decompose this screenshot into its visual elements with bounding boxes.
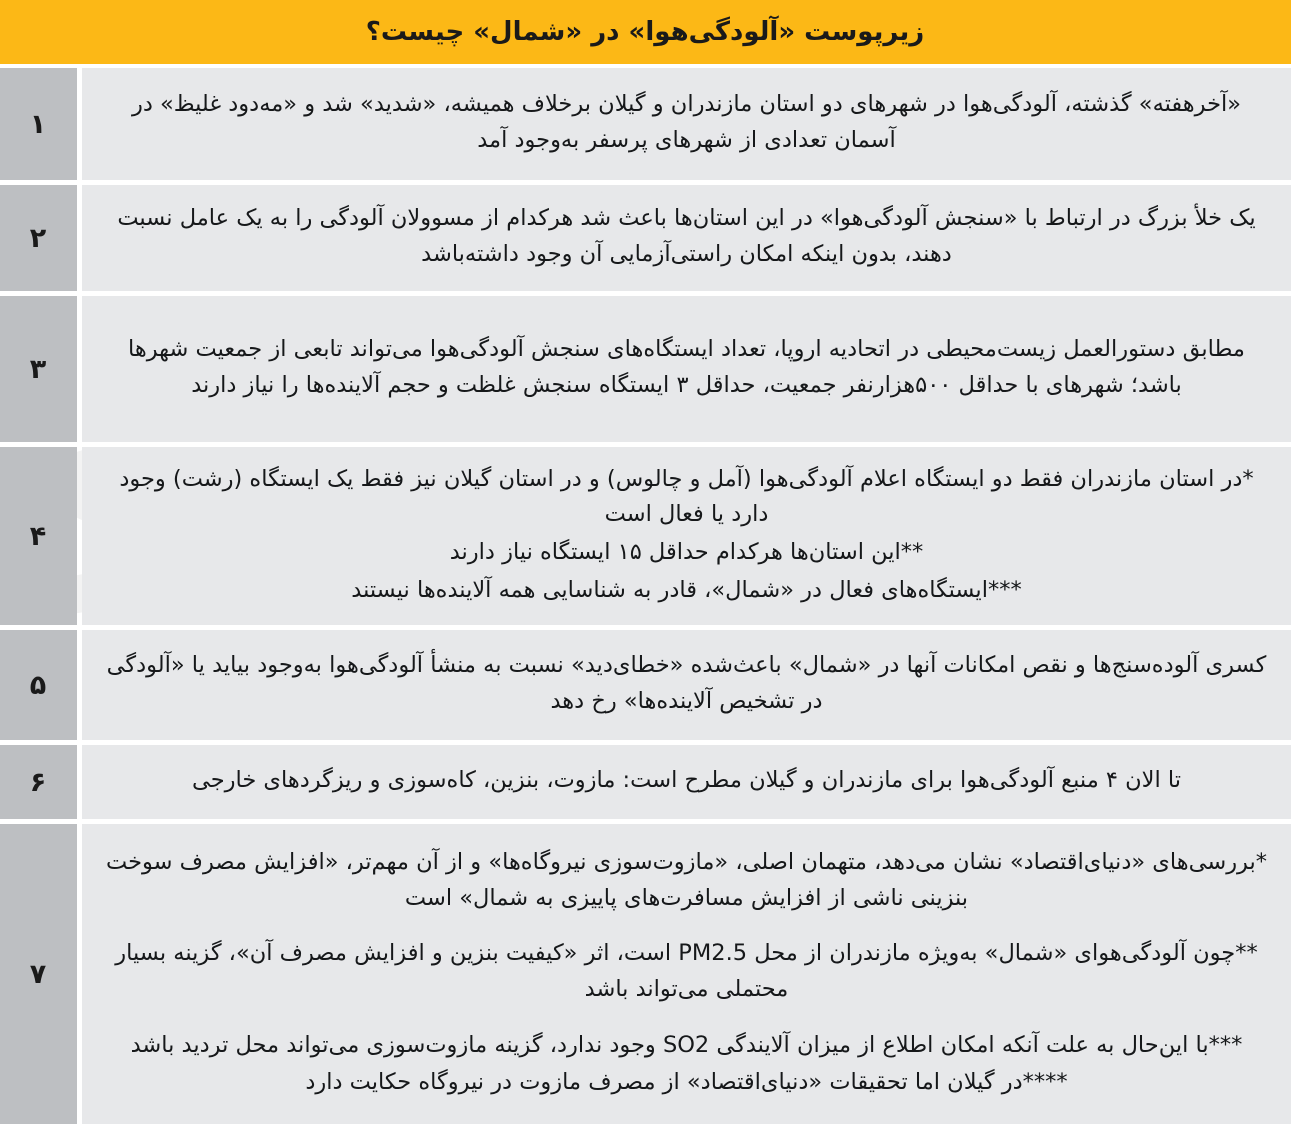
row-number: ۶ bbox=[30, 766, 48, 798]
row-paragraph: *بررسی‌های «دنیای‌اقتصاد» نشان می‌دهد، متهمان اصلی، «مازوت‌سوزی نیروگاه‌ها» و از آن مهم‌تر، «افزایش مصرف سوخت بنزینی ناشی از افزایش مسافرت‌های پاییزی به شمال» است bbox=[107, 849, 1268, 911]
row-paragraph: ***ایستگاه‌های فعال در «شمال»، قادر به شناسایی همه آلاینده‌ها نیستند bbox=[352, 576, 1023, 603]
row-number-cell bbox=[0, 824, 78, 1124]
table-row bbox=[0, 447, 1292, 630]
row-number: ۱ bbox=[30, 108, 48, 140]
row-content bbox=[83, 745, 1292, 819]
table-row bbox=[0, 630, 1292, 745]
row-number-cell bbox=[0, 185, 78, 291]
row-number: ۷ bbox=[30, 958, 48, 990]
row-number-cell bbox=[0, 68, 78, 180]
row-number: ۲ bbox=[30, 222, 48, 254]
row-number: ۳ bbox=[30, 353, 48, 385]
row-paragraph: *در استان مازندران فقط دو ایستگاه اعلام آلودگی‌هوا (آمل و چالوس) و در استان گیلان نیز فقط یک ایستگاه (رشت) وجود دارد یا فعال است bbox=[120, 465, 1255, 528]
row-paragraph: «آخرهفته» گذشته، آلودگی‌هوا در شهرهای دو استان مازندران و گیلان برخلاف همیشه، «شدید» شد و «مه‌دود غلیظ» در آسمان تعدادی از شهرهای پرسفر به‌وجود آمد bbox=[132, 91, 1243, 153]
table-row bbox=[0, 745, 1292, 824]
row-paragraph: یک خلأ بزرگ در ارتباط با «سنجش آلودگی‌هوا» در این استان‌ها باعث شد هرکدام از مسوولان آلودگی را به یک عامل نسبت دهند، بدون اینکه امکان راستی‌آزمایی آن وجود داشته‌باشد bbox=[118, 205, 1257, 267]
row-content bbox=[83, 630, 1292, 740]
row-content bbox=[83, 824, 1292, 1124]
row-paragraph: ****در گیلان اما تحقیقات «دنیای‌اقتصاد» از مصرف مازوت در نیروگاه حکایت دارد bbox=[306, 1069, 1069, 1096]
row-paragraph: کسری آلوده‌سنج‌ها و نقص امکانات آنها در «شمال» باعث‌شده «خطای‌دید» نسبت به منشأ آلودگی‌هوا به‌وجود بیاید یا «آلودگی در تشخیص آلاینده‌ها» رخ دهد bbox=[107, 652, 1268, 714]
table-row bbox=[0, 68, 1292, 185]
row-paragraph: ***با این‌حال به علت آنکه امکان اطلاع از میزان آلایندگی SO2 وجود ندارد، گزینه مازوت‌سوزی می‌تواند محل تردید باشد bbox=[131, 1031, 1244, 1058]
row-number: ۴ bbox=[30, 520, 48, 552]
row-paragraph: **چون آلودگی‌هوای «شمال» به‌ویژه مازندران از محل PM2.5 است، اثر «کیفیت بنزین و افزایش مصرف آن»، گزینه بسیار محتملی می‌تواند باشد bbox=[116, 940, 1259, 1002]
row-paragraph: مطابق دستورالعمل زیست‌محیطی در اتحادیه اروپا، تعداد ایستگاه‌های سنجش آلودگی‌هوا می‌تواند تابعی از جمعیت شهرها باشد؛ شهرهای با حداقل ۵۰۰هزارنفر جمعیت، حداقل ۳ ایستگاه سنجش غلظت و حجم آلاینده‌ها را نیاز دارند bbox=[129, 336, 1246, 398]
header-banner bbox=[0, 0, 1292, 64]
row-number-cell bbox=[0, 447, 78, 625]
row-number: ۵ bbox=[30, 669, 48, 701]
row-number-cell bbox=[0, 630, 78, 740]
page-title: زیرپوست «آلودگی‌هوا» در «شمال» چیست؟ bbox=[366, 17, 926, 47]
table-body bbox=[0, 64, 1292, 1126]
table-row bbox=[0, 824, 1292, 1124]
row-content bbox=[83, 68, 1292, 180]
row-number-cell bbox=[0, 296, 78, 442]
row-paragraph: **این استان‌ها هرکدام حداقل ۱۵ ایستگاه نیاز دارند bbox=[450, 539, 925, 565]
row-content bbox=[83, 185, 1292, 291]
table-row bbox=[0, 185, 1292, 296]
table-row bbox=[0, 296, 1292, 447]
row-content bbox=[83, 447, 1292, 625]
row-content bbox=[83, 296, 1292, 442]
row-number-cell bbox=[0, 745, 78, 819]
row-paragraph: تا الان ۴ منبع آلودگی‌هوا برای مازندران و گیلان مطرح است: مازوت، بنزین، کاه‌سوزی و ریزگردهای خارجی bbox=[192, 767, 1183, 794]
